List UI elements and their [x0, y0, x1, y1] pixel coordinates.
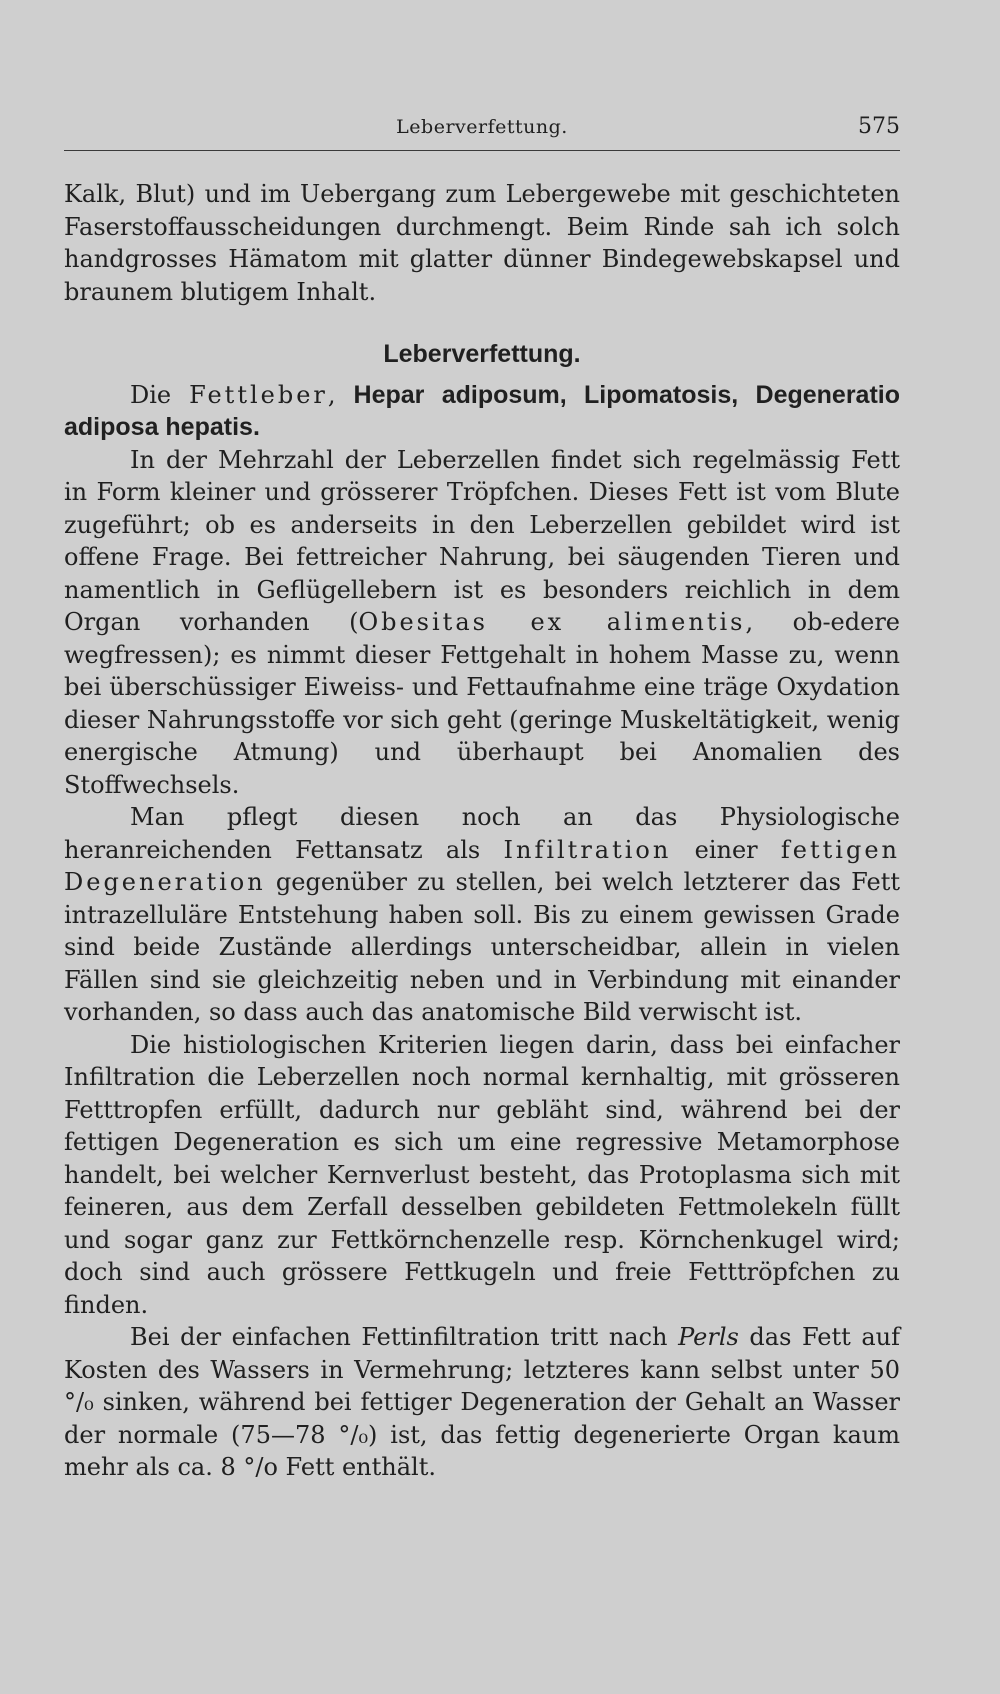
- spaced-term: Fettleber: [189, 380, 328, 409]
- italic-name: Perls: [678, 1323, 739, 1351]
- paragraph-infiltration: [64, 801, 900, 1029]
- text-run: gegenüber zu stellen, bei welch letzterer das Fett intrazelluläre Entstehung haben soll. Bis zu einem gewissen Grade sind beide Zustände allerdings unterscheidbar, allein in vielen Fällen sind sie gleichzeitig neben und in Verbindung mit einander vorhanden, so dass auch das anatomische Bild verwischt ist.: [64, 868, 900, 1026]
- text-run: Man pflegt diesen noch an das Physiologische heranreichenden Fettansatz als: [64, 803, 900, 864]
- spaced-term: Obesitas ex alimentis: [358, 608, 746, 636]
- text-run: In der Mehrzahl der Leberzellen findet sich regelmässig Fett in Form kleiner und grösserer Tröpfchen. Dieses Fett ist vom Blute zugeführt; ob es anderseits in den Leberzellen gebildet wird ist offene Frage. Bei fettreicher Nahrung, bei säugenden Tieren und namentlich in Geflügellebern ist es besonders reichlich in dem Organ vorhanden (: [64, 445, 900, 636]
- bold-term: Hepar adiposum, Lipomatosis, Degeneratio adiposa hepatis.: [64, 380, 901, 441]
- text-run: einer: [671, 835, 781, 864]
- paragraph-histology: Die histiologischen Kriterien liegen darin, dass bei einfacher Infiltration die Leberzellen noch normal kernhaltig, mit grösseren Fetttropfen erfüllt, dadurch nur gebläht sind, während bei der fettigen Degeneration es sich um eine regressive Metamorphose handelt, bei welcher Kernverlust besteht, das Protoplasma sich mit feineren, aus dem Zerfall desselben gebildeten Fettmolekeln füllt und sogar ganz zur Fettkörnchenzelle resp. Körnchenkugel wird; doch sind auch grössere Fettkugeln und freie Fetttröpfchen zu finden.: [64, 1030, 900, 1319]
- paragraph-perls: [64, 1321, 900, 1484]
- page-header: [64, 112, 900, 151]
- paragraph-continued: Kalk, Blut) und im Uebergang zum Lebergewebe mit geschichteten Faserstoffausscheidungen durchmengt. Beim Rinde sah ich solch handgrosses Hämatom mit glatter dünner Bindegewebskapsel und braunem blutigem Inhalt.: [64, 180, 900, 306]
- page-number: 575: [858, 114, 900, 139]
- text-run: das Fett auf Kosten des Wassers in Vermehrung; letzteres kann selbst unter 50 °/₀ sinken, während bei fettiger Degeneration der Gehalt an Wasser der normale (75—78 °/₀) ist, das fettig degenerierte Organ kaum mehr als ca. 8 °/o Fett enthält.: [64, 1323, 900, 1481]
- text-run: ,: [327, 380, 354, 409]
- text-run: Bei der einfachen Fettinfiltration tritt nach: [130, 1323, 679, 1351]
- text-run: , ob-edere wegfressen); es nimmt dieser Fettgehalt in hohem Masse zu, wenn bei überschüssiger Eiweiss- und Fettaufnahme eine träge Oxydation dieser Nahrungsstoffe vor sich geht (geringe Muskeltätigkeit, wenig energische Atmung) und überhaupt bei Anomalien des Stoffwechsels.: [64, 608, 900, 799]
- section-heading: Leberverfettung.: [383, 340, 581, 368]
- running-title: Leberverfettung.: [396, 116, 568, 138]
- page-body: [64, 178, 900, 1484]
- spaced-term: fettigen Degeneration: [64, 835, 900, 896]
- paragraph-fat-content: [64, 444, 900, 802]
- paragraph-definition: [64, 379, 900, 444]
- spaced-term: Infiltration: [503, 835, 672, 864]
- text-run: Die: [130, 380, 190, 409]
